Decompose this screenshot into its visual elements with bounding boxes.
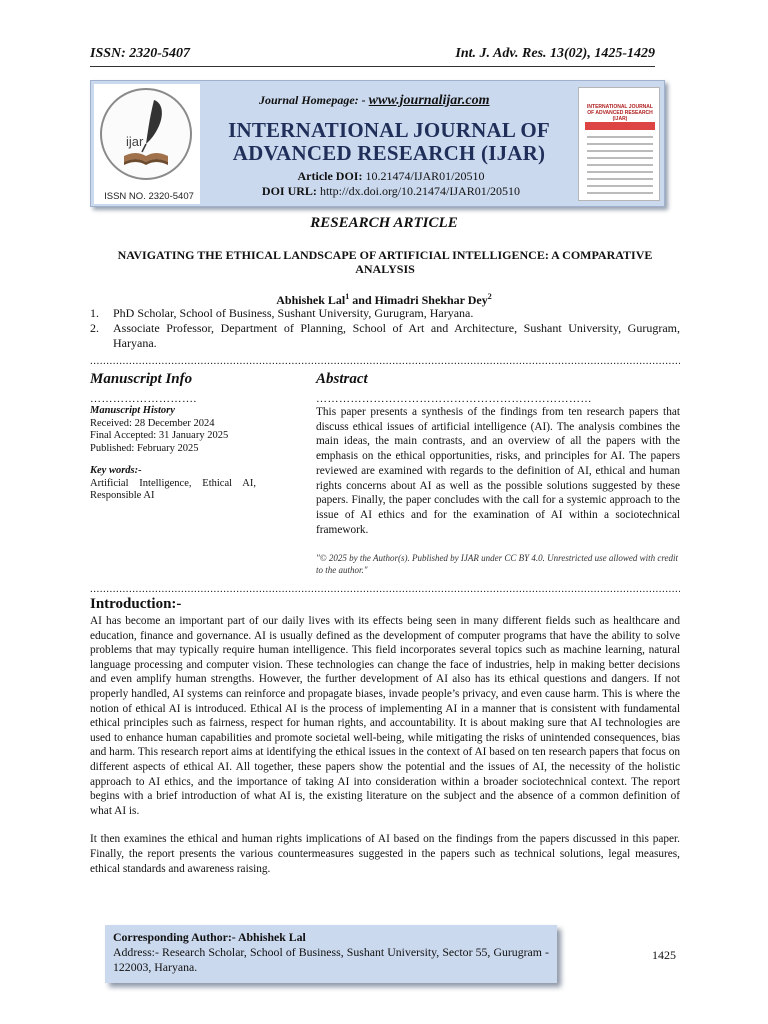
introduction-body <box>90 614 680 876</box>
logo-circle <box>100 88 192 180</box>
homepage-link[interactable]: www.journalijar.com <box>368 93 490 108</box>
affiliation-text: PhD Scholar, School of Business, Sushant University, Gurugram, Haryana. <box>113 306 474 320</box>
corresponding-author-title: Corresponding Author:- Abhishek Lal <box>113 930 306 944</box>
abstract-text: This paper presents a synthesis of the findings from ten research papers that discuss ethical issues of artificial intelligence (AI). The analysis combines the main ideas, the main contrasts, and an overview of all the papers with the emphasis on the ethical opportunities, risks, and principles for AI. The papers reviewed are examined with regards to the definition of AI, ethical and human rights concerns about AI as well as the possible solutions suggested by these papers. Finally, the paper concludes with the call for a systemic approach to the issue of AI ethics and for the examination of AI within a sociotechnical framework. <box>316 406 680 536</box>
page-number: 1425 <box>652 948 676 962</box>
author-1-sup: 1 <box>345 292 350 301</box>
running-header <box>90 46 655 66</box>
author-2-sup: 2 <box>487 292 492 301</box>
header-issn: ISSN: 2320-5407 <box>90 46 190 61</box>
keywords-label: Key words:- <box>90 465 142 476</box>
journal-banner <box>90 80 665 207</box>
author-1: Abhishek Lal <box>276 293 346 307</box>
logo-issn: ISSN NO. 2320-5407 <box>104 191 194 202</box>
manuscript-info-dots: ………………………. <box>90 393 197 405</box>
history-label: Manuscript History <box>90 405 175 416</box>
header-citation: Int. J. Adv. Res. 13(02), 1425-1429 <box>455 46 655 61</box>
affiliation-number: 2. <box>90 321 99 335</box>
corresponding-author-box <box>105 925 557 983</box>
quill-book-icon <box>102 90 190 178</box>
journal-title: INTERNATIONAL JOURNAL OF ADVANCED RESEARCH (IJAR) <box>228 118 550 165</box>
article-title: NAVIGATING THE ETHICAL LANDSCAPE OF ARTIFICIAL INTELLIGENCE: A COMPARATIVE ANALYSIS <box>117 248 653 276</box>
homepage-label: Journal Homepage: - <box>259 93 369 107</box>
author-2: Himadri Shekhar Dey <box>374 293 488 307</box>
doi-label: Article DOI: <box>297 169 363 183</box>
doi-block <box>241 169 541 199</box>
published-date: Published: February 2025 <box>90 442 199 454</box>
copyright-notice: "© 2025 by the Author(s). Published by IJAR under CC BY 4.0. Unrestricted use allowed with credit to the author." <box>316 553 678 575</box>
affiliation-item <box>90 321 680 351</box>
journal-cover-thumbnail <box>578 87 660 201</box>
corresponding-author-address: Address:- Research Scholar, School of Business, Sushant University, Sector 55, Gurugram - 122003, Haryana. <box>113 945 549 974</box>
introduction-paragraph: It then examines the ethical and human rights implications of AI based on the findings from the papers discussed in this paper. Finally, the report presents the various countermeasures suggested in the papers such as technical solutions, legal measures, ethical standards and awareness raising. <box>90 833 680 875</box>
doi-url-link[interactable]: http://dx.doi.org/10.21474/IJAR01/20510 <box>316 184 521 198</box>
affiliation-item <box>90 306 680 321</box>
manuscript-info <box>90 405 256 503</box>
cover-title: INTERNATIONAL JOURNAL OF ADVANCED RESEARCH (IJAR) <box>587 104 653 122</box>
divider-dots <box>90 356 680 366</box>
introduction-paragraph: AI has become an important part of our daily lives with its effects being seen in many different fields such as healthcare and education, finance and governance. AI is usually defined as the development of computer programs that have the ability to solve problems that may typically require human intelligence. This field incorporates several topics such as machine learning, natural language processing and computer vision. These technologies can change the face of industries, help in making better decisions and even amplify human strengths. However, the further development of AI also has its ethical questions and dangers. If not properly handled, AI systems can reinforce and propagate biases, invade people’s privacy, and even cause harm. This is where the notion of ethical AI is introduced. Ethical AI is the process of implementing AI in a manner that is consistent with fundamental ethical principles such as fairness, respect for human rights, and accountability. It is about making sure that AI technologies are used to enhance human capabilities and promote societal well-being, while mitigating the risks of unintended consequences, bias and harm. This research report aims at identifying the ethical issues in the context of AI based on ten research papers that focus on different aspects of ethical AI. All together, these papers show the potential and the issues of AI, the necessity of the holistic approach to AI ethics, and the importance of taking AI into consideration within a broader sociotechnical context. The report begins with a brief introduction of what AI is, the existing literature on the subject and the absence of a common definition of what AI is. <box>90 615 680 817</box>
divider-dots <box>90 584 680 594</box>
logo-text: ijar <box>126 134 144 149</box>
affiliation-number: 1. <box>90 306 99 320</box>
abstract-heading: Abstract <box>316 371 368 387</box>
accepted-date: Final Accepted: 31 January 2025 <box>90 430 229 441</box>
article-type: RESEARCH ARTICLE <box>310 215 458 231</box>
journal-homepage <box>259 93 490 109</box>
keywords: Artificial Intelligence, Ethical AI, Responsible AI <box>90 477 256 501</box>
affiliation-text: Associate Professor, Department of Planning, School of Art and Architecture, Sushant University, Gurugram, Haryana. <box>113 321 680 350</box>
doi-value: 10.21474/IJAR01/20510 <box>362 169 485 183</box>
cover-band <box>585 122 655 130</box>
cover-lines <box>587 136 653 199</box>
received-date: Received: 28 December 2024 <box>90 417 215 429</box>
author-joiner: and <box>349 293 375 307</box>
abstract-dots: ……………………………………………………………… <box>316 393 592 405</box>
journal-logo <box>94 84 200 204</box>
doi-url-label: DOI URL: <box>261 184 317 198</box>
introduction-heading: Introduction:- <box>90 596 182 612</box>
manuscript-info-heading: Manuscript Info <box>90 371 193 387</box>
header-rule <box>90 66 655 67</box>
affiliations <box>90 306 680 351</box>
